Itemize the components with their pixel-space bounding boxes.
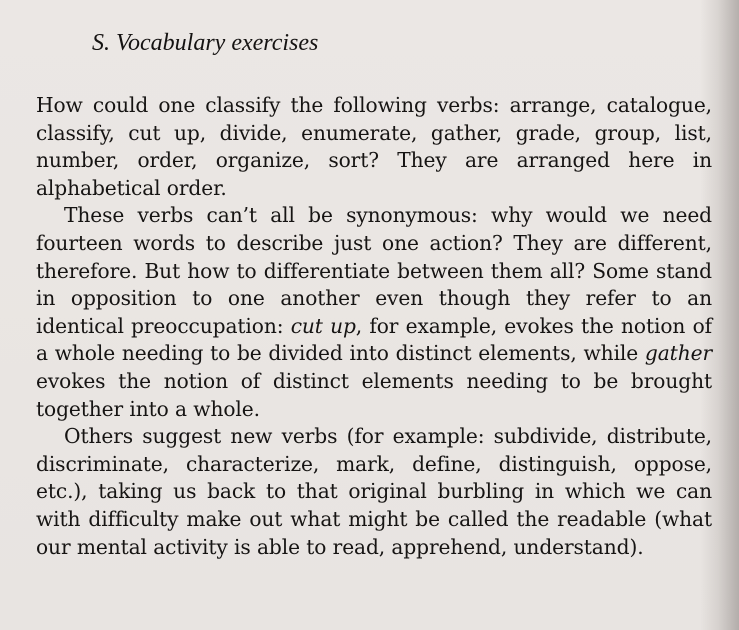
paragraph-1-text: How could one classify the following verbs: arrange, catalogue, classify, cut up, divide, enumerate, gather, grade, group, list, number, order, organize, sort? They are arranged here in alphabetical order. xyxy=(36,93,712,200)
paragraph-3-text: Others suggest new verbs (for example: subdivide, distribute, discriminate, characterize, mark, define, distinguish, oppose, etc.), taking us back to that original burbling in which we can with difficulty make out what might be called the readable (what our mental activity is able to read, apprehend, understand). xyxy=(36,424,712,559)
paragraph-2-text-b: , for example, evokes the notion of a whole needing to be divided into distinct elements, while xyxy=(36,313,712,366)
section-heading: S. Vocabulary exercises xyxy=(92,30,319,56)
term-cut-up: cut up xyxy=(290,313,356,338)
paragraph-3 xyxy=(36,423,712,561)
paragraph-2-text-c: evokes the notion of distinct elements needing to be brought together into a whole. xyxy=(36,368,712,421)
body-text xyxy=(36,92,712,561)
paragraph-1 xyxy=(36,92,712,202)
paragraph-2 xyxy=(36,202,712,423)
paragraph-2-text-a: These verbs can’t all be synonymous: why would we need fourteen words to describe just one action? They are different, therefore. But how to differentiate between them all? Some stand in opposition to one another even though they refer to an identical preoccupation: xyxy=(36,203,712,338)
term-gather: gather xyxy=(644,341,712,366)
